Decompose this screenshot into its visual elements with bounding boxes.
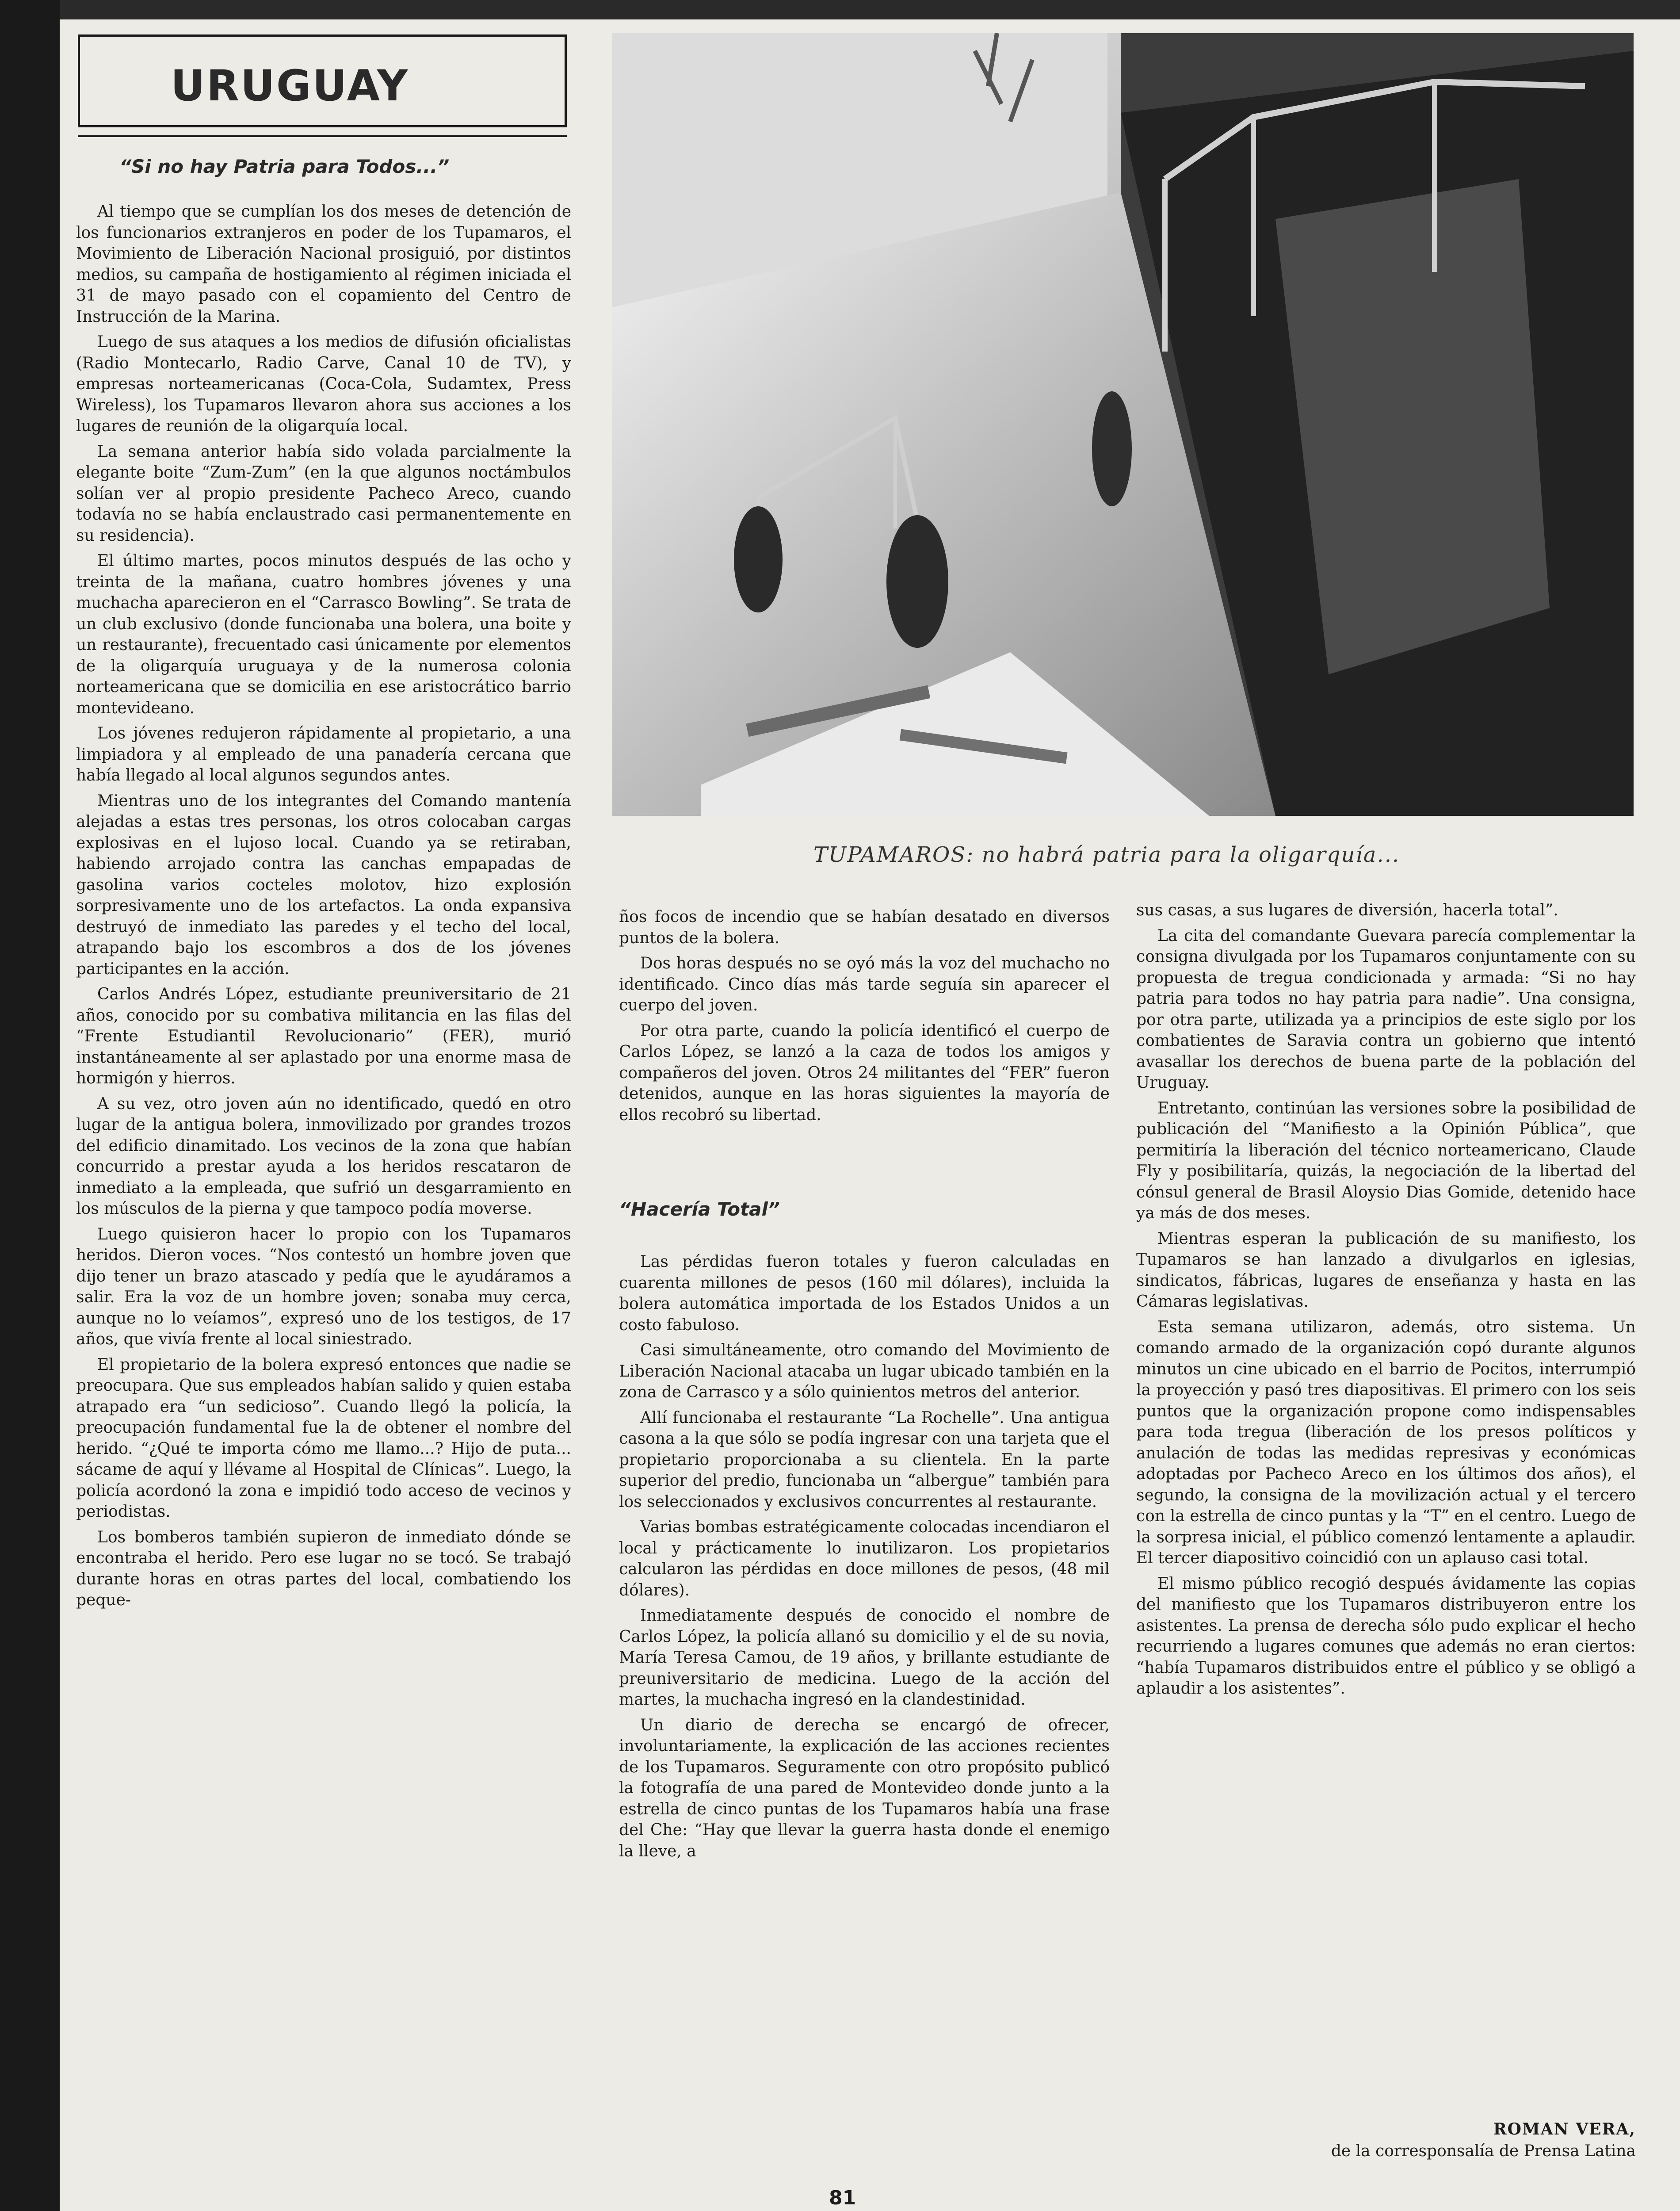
article-column-2 — [619, 907, 1110, 1130]
paragraph: El mismo público recogió después ávidamente las copias del manifiesto que los Tupamaros distribuyeron entre los asistentes. La prensa de derecha sólo pudo explicar el hecho recurriendo a lugares comunes que además no eran ciertos: “había Tupamaros distribuidos entre el público y se obligó a aplaudir a los asistentes”. — [1136, 1574, 1636, 1698]
heading-rule — [78, 135, 567, 137]
paragraph: sus casas, a sus lugares de diversión, hacerla total”. — [1136, 901, 1558, 919]
page-number: 81 — [829, 2187, 856, 2209]
paragraph: Allí funcionaba el restaurante “La Rochelle”. Una antigua casona a la que sólo se podía ingresar con una tarjeta que el propietario proporcionaba a su clientela. En la parte superior del predio, funcionaba un “albergue” también para los seleccionados y exclusivos concurrentes al restaurante. — [619, 1408, 1110, 1511]
paragraph: Mientras esperan la publicación de su manifiesto, los Tupamaros se han lanzado a divulgarlos en iglesias, sindicatos, fábricas, lugares de enseñanza y hasta en las Cámaras legislativas. — [1136, 1229, 1636, 1311]
section-heading-box — [78, 34, 567, 127]
section-subtitle-hacerla-total: “Hacería Total” — [619, 1198, 780, 1220]
paragraph: Los jóvenes redujeron rápidamente al propietario, a una limpiadora y al empleado de una panadería cercana que había llegado al local algunos segundos antes. — [76, 724, 571, 784]
paragraph: Las pérdidas fueron totales y fueron calculadas en cuarenta millones de pesos (160 mil dólares), incluida la bolera automática importada de los Estados Unidos a un costo fabuloso. — [619, 1253, 1110, 1334]
article-column-3 — [1136, 900, 1636, 1704]
paragraph: Mientras uno de los integrantes del Comando mantenía alejadas a estas tres personas, los otros colocaban cargas explosivas en el lujoso local. Cuando ya se retiraban, habiendo arrojado contra las canchas empapadas de gasolina varios cocteles molotov, hizo explosión sorpresivamente uno de los artefactos. La onda expansiva destruyó de inmediato las paredes y el techo del local, atrapando bajo los escombros a dos de los jóvenes participantes en la acción. — [76, 792, 571, 978]
paragraph: El propietario de la bolera expresó entonces que nadie se preocupara. Que sus empleados habían salido y quien estaba atrapado era “un sedicioso”. Cuando llegó la policía, la preocupación fundamental fue la de obtener el nombre del herido. “¿Qué te importa cómo me llamo...? Hijo de puta... sácame de aquí y llévame al Hospital de Clínicas”. Luego, la policía acordonó la zona e impidió todo acceso de vecinos y periodistas. — [76, 1355, 571, 1521]
paragraph: A su vez, otro joven aún no identificado, quedó en otro lugar de la antigua bolera, inmovilizado por grandes trozos del edificio dinamitado. Los vecinos de la zona que habían concurrido a prestar ayuda a los heridos rescataron de inmediato a la empleada, que sufrió un desgarramiento en los músculos de la pierna y que tampoco podía moverse. — [76, 1094, 571, 1218]
author-name: ROMAN VERA, — [1493, 2120, 1636, 2138]
paragraph: Un diario de derecha se encargó de ofrecer, involuntariamente, la explicación de las acciones recientes de los Tupamaros. Seguramente con otro propósito publicó la fotografía de una pared de Montevideo donde junto a la estrella de cinco puntas de los Tupamaros había una frase del Che: “Hay que llevar la guerra hasta donde el enemigo la lleve, a — [619, 1716, 1110, 1860]
paragraph: Entretanto, continúan las versiones sobre la posibilidad de publicación del “Manifiesto a la Opinión Pública”, que permitiría la liberación del técnico norteamericano, Claude Fly y posibilitaría, quizás, la negociación de la libertad del cónsul general de Brasil Aloysio Dias Gomide, detenido hace ya más de dos meses. — [1136, 1099, 1636, 1222]
byline — [1269, 2118, 1636, 2162]
paragraph: Casi simultáneamente, otro comando del Movimiento de Liberación Nacional atacaba un lugar ubicado también en la zona de Carrasco y a sólo quinientos metros del anterior. — [619, 1341, 1110, 1401]
paragraph: La cita del comandante Guevara parecía complementar la consigna divulgada por los Tupamaros conjuntamente con su propuesta de tregua condicionada y armada: “Si no hay patria para todos no hay patria para nadie”. Una consigna, por otra parte, utilizada ya a principios de este siglo por los combatientes de Saravia contra un gobierno que intentó avasallar los derechos de buena parte de la población del Uruguay. — [1136, 926, 1636, 1092]
section-heading: URUGUAY — [171, 61, 409, 111]
photo-ruins-image — [612, 33, 1634, 816]
news-photo — [612, 33, 1634, 816]
photo-caption: TUPAMAROS: no habrá patria para la oligarquía... — [813, 842, 1400, 867]
paragraph: Varias bombas estratégicamente colocadas incendiaron el local y prácticamente lo inutilizaron. Los propietarios calcularon las pérdidas en doce millones de pesos, (48 mil dólares). — [619, 1518, 1110, 1599]
paragraph: El último martes, pocos minutos después de las ocho y treinta de la mañana, cuatro hombres jóvenes y una muchacha aparecieron en el “Carrasco Bowling”. Se trata de un club exclusivo (donde funcionaba una bolera, una boite y un restaurante), frecuentado casi únicamente por elementos de la oligarquía uruguaya y de la numerosa colonia norteamericana que se domicilia en ese aristocrático barrio montevideano. — [76, 552, 571, 717]
scan-top-edge — [0, 0, 1680, 19]
paragraph: Por otra parte, cuando la policía identificó el cuerpo de Carlos López, se lanzó a la caza de todos los amigos y compañeros del joven. Otros 24 militantes del “FER” fueron detenidos, aunque en las horas siguientes la mayoría de ellos recobró su libertad. — [619, 1021, 1110, 1124]
paragraph: Esta semana utilizaron, además, otro sistema. Un comando armado de la organización copó durante algunos minutos un cine ubicado en el barrio de Pocitos, interrumpió la proyección y pasó tres diapositivas. El primero con los seis puntos que la organización propone como indispensables para toda tregua (liberación de los presos políticos y anulación de todas las medidas represivas y económicas adoptadas por Pacheco Areco en los últimos dos años), el segundo, la consigna de la movilización actual y el tercero con la estrella de cinco puntas y la “T” en el centro. Luego de la sorpresa inicial, el público comenzó lentamente a aplaudir. El tercer diapositivo coincidió con un aplauso casi total. — [1136, 1318, 1636, 1567]
paragraph: Los bomberos también supieron de inmediato dónde se encontraba el herido. Pero ese lugar no se tocó. Se trabajó durante horas en otras partes del local, combatiendo los peque- — [76, 1528, 571, 1609]
author-credit: de la corresponsalía de Prensa Latina — [1331, 2142, 1636, 2160]
paragraph: Dos horas después no se oyó más la voz del muchacho no identificado. Cinco días más tarde seguía sin aparecer el cuerpo del joven. — [619, 954, 1110, 1014]
paragraph: ños focos de incendio que se habían desatado en diversos puntos de la bolera. — [619, 908, 1110, 947]
paragraph: Luego quisieron hacer lo propio con los Tupamaros heridos. Dieron voces. “Nos contestó un hombre joven que dijo tener un brazo atascado y pedía que le ayudáramos a salir. Era la voz de un hombre joven; sonaba muy cerca, aunque no lo veíamos”, expresó uno de los testigos, de 17 años, que vivía frente al local siniestrado. — [76, 1225, 571, 1348]
article-column-1 — [76, 201, 571, 1615]
paragraph: Inmediatamente después de conocido el nombre de Carlos López, la policía allanó su domicilio y el de su novia, María Teresa Camou, de 19 años, y brillante estudiante de preuniversitario de medicina. Luego de la acción del martes, la muchacha ingresó en la clandestinidad. — [619, 1607, 1110, 1709]
article-subtitle: “Si no hay Patria para Todos...” — [119, 156, 450, 177]
paragraph: Luego de sus ataques a los medios de difusión oficialistas (Radio Montecarlo, Radio Carve, Canal 10 de TV), y empresas norteamericanas (Coca-Cola, Sudamtex, Press Wireless), los Tupamaros llevaron ahora sus acciones a los lugares de reunión de la oligarquía local. — [76, 333, 571, 435]
paragraph: Carlos Andrés López, estudiante preuniversitario de 21 años, conocido por su combativa militancia en las filas del “Frente Estudiantil Revolucionario” (FER), murió instantáneamente al ser aplastado por una enorme masa de hormigón y hierros. — [76, 985, 571, 1087]
paragraph: Al tiempo que se cumplían los dos meses de detención de los funcionarios extranjeros en poder de los Tupamaros, el Movimiento de Liberación Nacional prosiguió, por distintos medios, su campaña de hostigamiento al régimen iniciada el 31 de mayo pasado con el copamiento del Centro de Instrucción de la Marina. — [76, 203, 571, 326]
paragraph: La semana anterior había sido volada parcialmente la elegante boite “Zum-Zum” (en la que algunos noctámbulos solían ver al propio presidente Pacheco Areco, cuando todavía no se había enclaustrado casi permanentemente en su residencia). — [76, 442, 571, 545]
article-column-2-continued — [619, 1251, 1110, 1866]
scan-left-edge — [0, 0, 60, 2211]
